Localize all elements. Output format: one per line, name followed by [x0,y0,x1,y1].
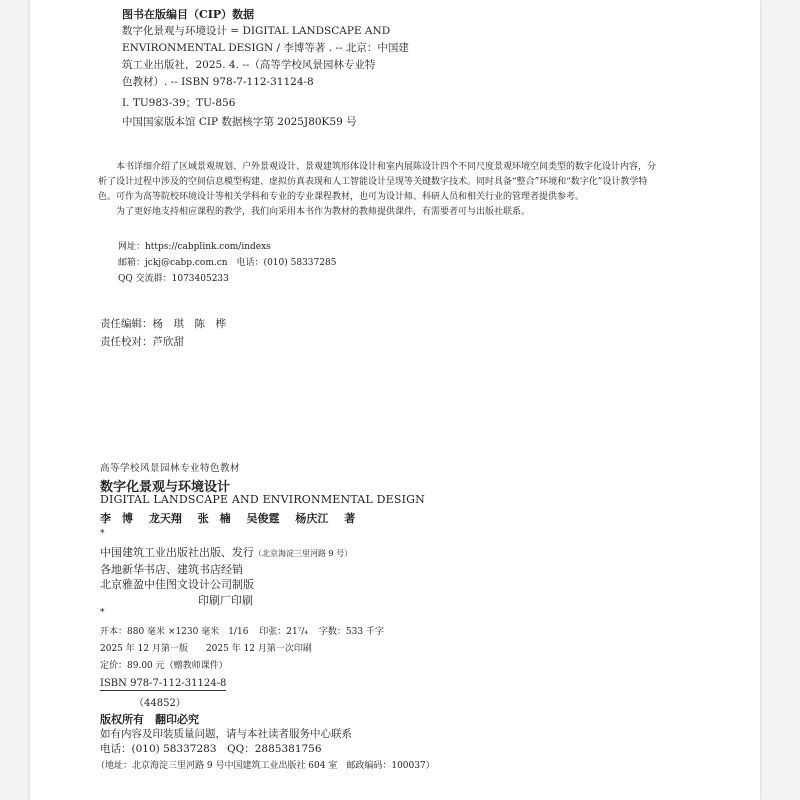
distributor-line: 各地新华书店、建筑书店经销 [100,563,243,576]
book-description [98,160,658,220]
printer-line: 印刷厂印刷 [198,594,253,607]
series-name: 高等学校风景园林专业特色教材 [100,463,241,474]
qq-group-text: QQ 交流群：1073405233 [118,274,229,284]
author-name: 龙天翔 [148,512,182,525]
separator-star: * [100,608,105,618]
cip-line: 筑工业出版社，2025. 4. --（高等学校风景园林专业特 [122,59,376,71]
authors [100,510,367,526]
author-name: 张 楠 [197,512,231,525]
rights-reserved: 版权所有 翻印必究 [100,713,199,726]
publisher-address: （北京海淀三里河路 9 号） [254,549,353,558]
book-code: （44852） [134,698,186,709]
typesetter-line: 北京雅盈中佳图文设计公司制版 [100,578,254,591]
format-text: 开本：880 毫米 ×1230 毫米 1/16 [100,627,249,637]
format-line [100,625,392,640]
author-name: 吴俊霆 [246,512,280,525]
publisher-line [100,545,352,561]
cip-line: ENVIRONMENTAL DESIGN / 李博等著 . -- 北京：中国建 [122,42,409,54]
responsible-editor: 责任编辑：杨 琪 陈 桦 [100,318,226,330]
publisher-postal-address: （地址：北京海淀三里河路 9 号中国建筑工业出版社 604 室 邮政编码：100037） [96,761,435,771]
author-suffix: 著 [344,512,356,525]
book-title-english: DIGITAL LANDSCAPE AND ENVIRONMENTAL DESIGN [100,493,425,506]
isbn-line: ISBN 978-7-112-31124-8 [100,678,227,689]
publisher-text: 中国建筑工业出版社出版、发行 [100,546,254,559]
sheets-text: 印张：21⁷/₄ [259,627,308,637]
cip-title: 图书在版编目（CIP）数据 [122,8,255,21]
cip-line: 色教材）. -- ISBN 978-7-112-31124-8 [122,76,314,88]
service-phone-qq: 电话：(010) 58337283 QQ：2885381756 [100,743,322,755]
responsible-proofreader: 责任校对：芦欣甜 [100,336,184,348]
book-title: 数字化景观与环境设计 [100,480,231,495]
cip-line: 数字化景观与环境设计 = DIGITAL LANDSCAPE AND [122,25,391,37]
author-name: 李 博 [100,512,133,525]
copyright-page [30,0,760,800]
service-notice: 如有内容及印装质量问题，请与本社读者服务中心联系 [100,728,352,740]
separator-star: * [100,529,105,539]
cip-line: Ⅰ. TU983-39；TU-856 [122,97,236,109]
email-phone-text: 邮箱：jckj@cabp.com.cn 电话：(010) 58337285 [118,258,337,268]
cip-line: 中国国家版本馆 CIP 数据核字第 2025J80K59 号 [122,116,357,128]
price-line: 定价：89.00 元（赠教师课件） [100,661,228,671]
words-text: 字数：533 千字 [318,627,384,637]
description-paragraph: 本书详细介绍了区域景观规划、户外景观设计、景观建筑形体设计和室内展陈设计四个不同尺度景观环境空间类型的数字化设计内容，分析了设计过程中涉及的空间信息模型构建、虚拟仿真表现和人工智能设计呈现等关键数字技术。同时具备“整合”环境和“数字化”设计教学特色。可作为高等院校环境设计等相关学科和专业的专业课程教材，也可为设计师、科研人员和相关行业的管理者提供参考。 [98,162,657,202]
author-name: 杨庆江 [295,512,329,525]
description-paragraph: 为了更好地支持相应课程的教学，我们向采用本书作为教材的教师提供课件，有需要者可与出版社联系。 [116,207,531,217]
website-text: 网址：https://cabplink.com/indexs [118,242,271,252]
edition-line: 2025 年 12 月第一版 2025 年 12 月第一次印刷 [100,644,312,654]
